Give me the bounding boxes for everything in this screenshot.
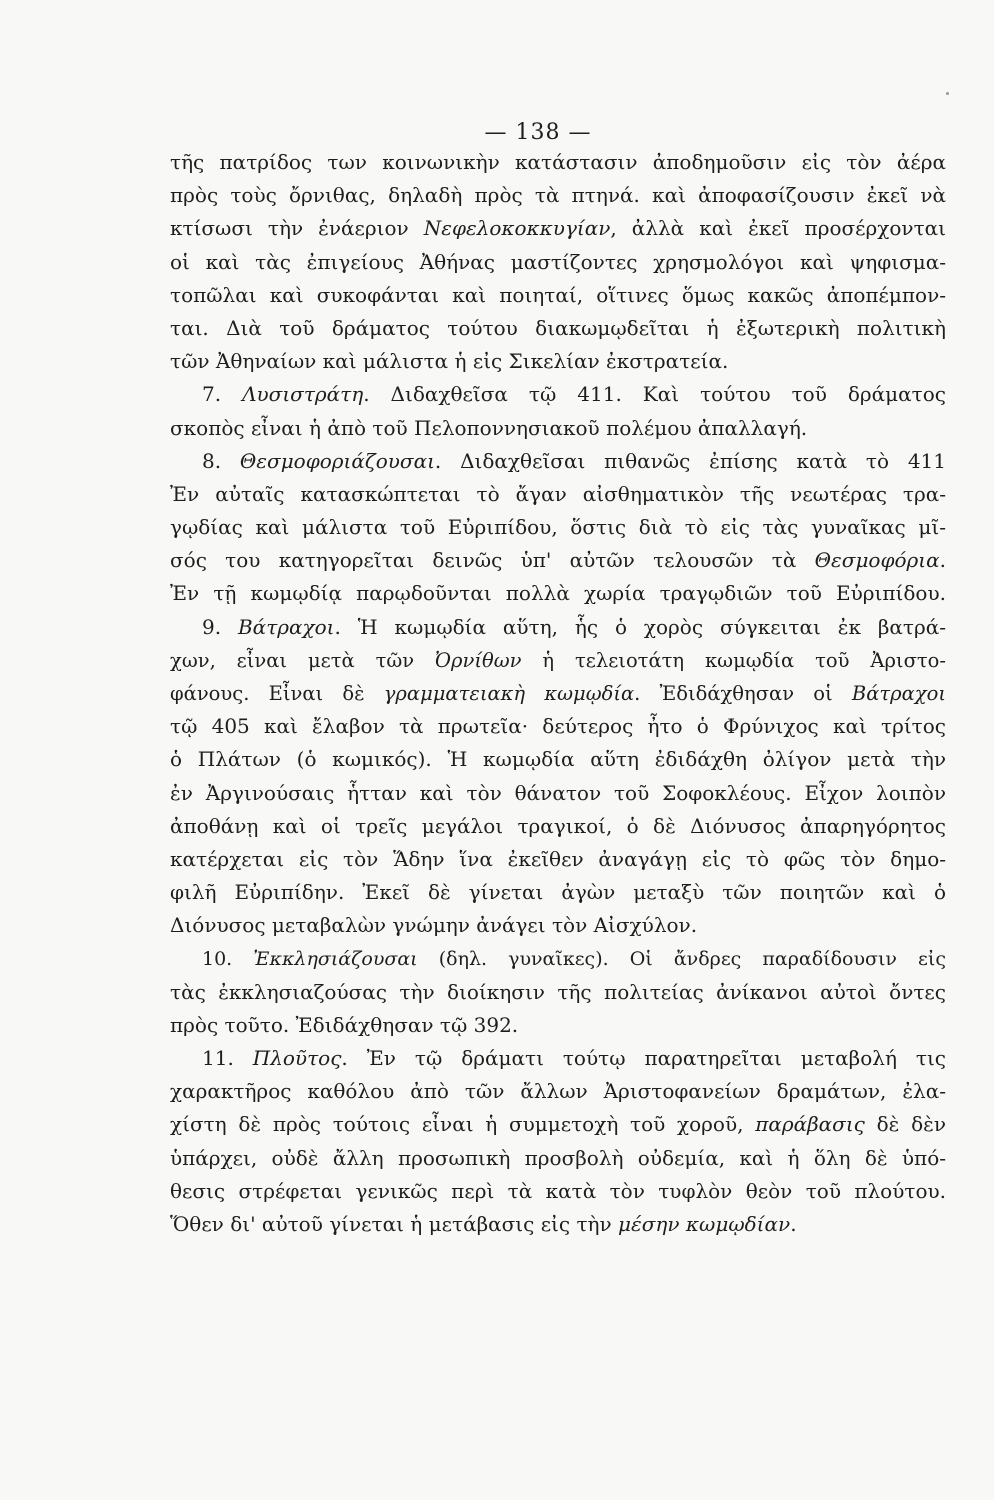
italic-term: Ὀρνίθων (435, 648, 522, 672)
text-segment: φιλῆ Εὐριπίδην. Ἐκεῖ δὲ γίνεται ἀγὼν μεταξὺ τῶν ποιητῶν καὶ ὁ (170, 880, 946, 905)
text-segment: 8. (202, 448, 240, 473)
italic-term: Ἐκκλησιάζουσαι (253, 947, 418, 970)
text-line (170, 246, 946, 279)
text-segment: πρὸς τοῦτο. Ἐδιδάχθησαν τῷ 392. (170, 1012, 519, 1037)
text-segment: γῳδίας καὶ μάλιστα τοῦ Εὐριπίδου, ὅστις διὰ τὸ εἰς τὰς γυναῖκας μῖ- (170, 515, 946, 540)
text-line (170, 1108, 946, 1141)
text-segment: οἱ καὶ τὰς ἐπιγείους Ἀθήνας μαστίζοντες χρησμολόγοι καὶ ψηφισμα- (170, 249, 946, 274)
text-line (170, 710, 946, 743)
text-segment: χων, εἶναι μετὰ τῶν (170, 648, 436, 672)
text-line (170, 677, 946, 710)
text-segment: κτίσωσι τὴν ἐνάεριον (170, 216, 424, 241)
page-number: — 138 — (484, 120, 592, 145)
text-segment: 11. (202, 1046, 253, 1071)
text-line (170, 1175, 946, 1208)
text-line (170, 1042, 946, 1075)
text-line (170, 777, 946, 810)
italic-term: παράβασις (755, 1112, 865, 1137)
italic-term: Πλοῦτος (252, 1046, 342, 1071)
text-segment: . Διδαχθεῖσα τῷ 411. Καὶ τούτου τοῦ δράματος (363, 382, 946, 407)
text-line (170, 810, 946, 843)
text-segment: δὲ δὲν (864, 1112, 946, 1137)
text-segment: . Ἐδιδάχθησαν οἱ (634, 682, 852, 705)
text-segment: χίστη δὲ πρὸς τούτοις εἶναι ἡ συμμετοχὴ τοῦ χοροῦ, (170, 1112, 756, 1137)
text-segment: ἀποθάνῃ καὶ οἱ τρεῖς μεγάλοι τραγικοί, ὁ δὲ Διόνυσος ἀπαρηγόρητος (170, 813, 946, 838)
text-line (170, 577, 946, 610)
text-segment: σός του κατηγορεῖται δεινῶς ὑπ' αὐτῶν τελουσῶν τὰ (170, 548, 815, 573)
body-text (170, 146, 946, 1241)
text-segment: τῷ 405 καὶ ἔλαβον τὰ πρωτεῖα· δεύτερος ἦτο ὁ Φρύνιχος καὶ τρίτος (170, 714, 946, 739)
text-segment: 9. (202, 614, 238, 639)
italic-term: Θεσμοφόρια (814, 548, 940, 573)
text-segment: ἡ τελειοτάτη κωμῳδία τοῦ Ἀριστο- (521, 648, 946, 672)
text-segment: χαρακτῆρος καθόλου ἀπὸ τῶν ἄλλων Ἀριστοφανείων δραμάτων, ἐλα- (170, 1079, 946, 1104)
text-line (170, 1142, 946, 1175)
text-line (170, 312, 946, 345)
text-line (170, 876, 946, 909)
text-line (170, 1075, 946, 1108)
text-segment: (δηλ. γυναῖκες). Οἱ ἄνδρες παραδίδουσιν εἰς (417, 947, 946, 970)
text-line (170, 378, 946, 411)
text-line (170, 412, 946, 445)
italic-term: Λυσιστράτη (242, 382, 364, 407)
text-segment: Διόνυσος μεταβαλὼν γνώμην ἀνάγει τὸν Αἰσχύλον. (170, 913, 698, 938)
text-line (170, 345, 946, 378)
text-line (170, 909, 946, 942)
text-segment: ἐν Ἀργινούσαις ἧτταν καὶ τὸν θάνατον τοῦ Σοφοκλέους. Εἶχον λοιπὸν (170, 780, 946, 805)
italic-term: Βάτραχοι (237, 614, 335, 639)
text-line (170, 644, 946, 677)
text-segment: ται. Διὰ τοῦ δράματος τούτου διακωμῳδεῖται ἡ ἐξωτερικὴ πολιτικὴ (170, 315, 946, 340)
text-segment: κατέρχεται εἰς τὸν Ἅδην ἵνα ἐκεῖθεν ἀναγάγῃ εἰς τὸ φῶς τὸν δημο- (170, 846, 946, 871)
text-segment: 7. (202, 382, 243, 407)
text-line (170, 179, 946, 212)
text-segment: τῶν Ἀθηναίων καὶ μάλιστα ἡ εἰς Σικελίαν ἐκστρατεία. (170, 349, 729, 374)
text-segment: φάνους. Εἶναι δὲ (170, 682, 384, 705)
text-segment: Ὅθεν δι' αὐτοῦ γίνεται ἡ μετάβασις εἰς τὴν (170, 1212, 619, 1236)
text-line (170, 743, 946, 776)
text-segment: . (790, 1212, 797, 1236)
text-segment: , ἀλλὰ καὶ ἐκεῖ προσέρχονται (610, 216, 946, 241)
text-line (170, 212, 946, 245)
text-segment: . Ἡ κωμῳδία αὕτη, ἧς ὁ χορὸς σύγκειται ἐκ βατρά- (334, 614, 946, 639)
text-line (170, 843, 946, 876)
paper-speck (946, 92, 949, 95)
italic-term: Βάτραχοι (851, 682, 946, 705)
text-line (170, 478, 946, 511)
text-segment: . Διδαχθεῖσαι πιθανῶς ἐπίσης κατὰ τὸ 411 (434, 448, 946, 473)
italic-term: Θεσμοφοριάζουσαι (239, 448, 435, 473)
text-segment: Ἐν αὐταῖς κατασκώπτεται τὸ ἄγαν αἰσθηματικὸν τῆς νεωτέρας τρα- (170, 481, 946, 506)
text-segment: σκοπὸς εἶναι ἡ ἀπὸ τοῦ Πελοποννησιακοῦ πολέμου ἀπαλλαγή. (170, 415, 808, 440)
text-segment: ὁ Πλάτων (ὁ κωμικός). Ἡ κωμῳδία αὕτη ἐδιδάχθη ὀλίγον μετὰ τὴν (170, 747, 946, 772)
text-line (170, 1208, 946, 1241)
text-segment: τῆς πατρίδος των κοινωνικὴν κατάστασιν ἀποδημοῦσιν εἰς τὸν ἀέρα (170, 150, 946, 174)
text-line (170, 1009, 946, 1042)
italic-term: γραμματειακὴ κωμῳδία (383, 682, 635, 705)
text-segment: . Ἐν τῷ δράματι τούτῳ παρατηρεῖται μεταβολή τις (341, 1046, 946, 1071)
text-segment: Ἐν τῇ κωμῳδίᾳ παρῳδοῦνται πολλὰ χωρία τραγῳδιῶν τοῦ Εὐριπίδου. (170, 581, 946, 606)
text-line (170, 445, 946, 478)
text-segment: θεσις στρέφεται γενικῶς περὶ τὰ κατὰ τὸν τυφλὸν θεὸν τοῦ πλούτου. (170, 1178, 946, 1203)
text-segment: τοπῶλαι καὶ συκοφάνται καὶ ποιηταί, οἵτινες ὅμως κακῶς ἀποπέμπον- (170, 282, 946, 307)
text-line (170, 976, 946, 1009)
text-segment: . (939, 548, 946, 573)
text-segment: πρὸς τοὺς ὄρνιθας, δηλαδὴ πρὸς τὰ πτηνά. καὶ ἀποφασίζουσιν ἐκεῖ νὰ (170, 183, 946, 208)
text-line (170, 611, 946, 644)
text-line (170, 544, 946, 577)
text-segment: τὰς ἐκκλησιαζούσας τὴν διοίκησιν τῆς πολιτείας ἀνίκανοι αὐτοὶ ὄντες (170, 979, 946, 1004)
text-segment: 10. (202, 947, 254, 970)
italic-term: μέσην κωμῳδίαν (618, 1212, 791, 1236)
text-line (170, 279, 946, 312)
text-line (170, 943, 946, 976)
text-segment: ὑπάρχει, οὐδὲ ἄλλη προσωπικὴ προσβολὴ οὐδεμία, καὶ ἡ ὅλη δὲ ὑπό- (170, 1145, 946, 1170)
text-line (170, 146, 946, 179)
text-line (170, 511, 946, 544)
italic-term: Νεφελοκοκκυγίαν (423, 216, 611, 241)
